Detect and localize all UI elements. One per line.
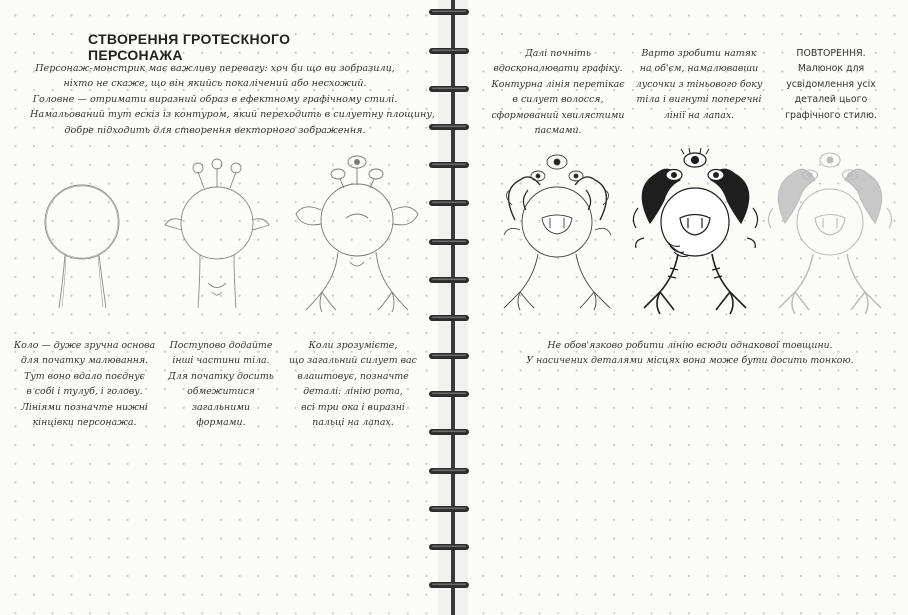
- caption-line: в силует волосся,: [512, 94, 604, 106]
- illustration-step5-ink: [628, 148, 763, 318]
- caption-line: Контурна лінія перетікає: [491, 78, 625, 90]
- caption-line: влаштовує, позначте: [297, 370, 409, 382]
- spiral-ring: [429, 238, 469, 246]
- caption-line: всі три ока і виразні: [301, 401, 405, 413]
- caption-step5: [634, 46, 764, 123]
- caption-line: вдосконалювати графіку.: [493, 63, 623, 75]
- caption-line: пасмами.: [534, 125, 582, 137]
- spiral-ring: [429, 428, 469, 436]
- caption-line: загальними: [191, 401, 251, 413]
- spiral-ring: [429, 467, 469, 475]
- caption-line: Коло — дуже зручна основа: [13, 340, 156, 351]
- page-title: СТВОРЕННЯ ГРОТЕСКНОГО ПЕРСОНАЖА: [88, 31, 291, 63]
- caption-line: Коли зрозумієте,: [308, 340, 398, 351]
- spiral-ring: [429, 352, 469, 360]
- caption-line: кінцівки персонажа.: [32, 417, 137, 429]
- caption-line: Далі почніть: [525, 48, 591, 59]
- caption-line: графічного стилю.: [785, 109, 877, 121]
- sketch-step4-refined: [490, 150, 625, 315]
- intro-text: [30, 61, 435, 138]
- intro-line: добре підходить для створення векторного зображення.: [64, 124, 366, 136]
- caption-line: в собі і тулуб, і голову.: [26, 386, 143, 398]
- caption-line: що загальний силует вас: [289, 355, 417, 367]
- spiral-ring: [429, 543, 469, 551]
- spiral-ring: [429, 581, 469, 589]
- caption-line: Малюнок для: [797, 63, 865, 75]
- illustration-step6-faded: [765, 148, 895, 318]
- spiral-ring: [429, 276, 469, 284]
- caption-step4: [488, 46, 628, 138]
- caption-line: лусочки з тіньового боку: [635, 78, 763, 90]
- caption-line: деталі: лінію рота,: [303, 386, 403, 398]
- spiral-ring: [429, 47, 469, 55]
- caption-line: усвідомлення усіх: [786, 78, 876, 90]
- spiral-ring: [429, 123, 469, 131]
- caption-line: Лініями позначте нижні: [21, 401, 148, 413]
- intro-line: Персонаж-монстрик має важливу перевагу: хоч би що ви зобразили,: [35, 63, 395, 74]
- caption-line: Не обов'язково робити лінію всюди однакової товщини.: [547, 340, 833, 351]
- caption-step2: [160, 338, 282, 430]
- sketch-step3-details: [292, 152, 422, 317]
- caption-step3: [283, 338, 423, 430]
- caption-step1: [12, 338, 157, 430]
- caption-line: формами.: [196, 417, 246, 429]
- sketch-step1-circle: [35, 180, 130, 315]
- spiral-ring: [429, 85, 469, 93]
- caption-line: Варто зробити натяк: [641, 48, 757, 59]
- spiral-ring: [429, 505, 469, 513]
- caption-line: на об'єм, намалювавши: [639, 63, 759, 75]
- caption-line: обмежитися: [187, 386, 255, 398]
- caption-line: Поступово додайте: [169, 340, 273, 351]
- spiral-ring: [429, 314, 469, 322]
- spiral-ring: [429, 161, 469, 169]
- caption-step6: [772, 46, 890, 123]
- intro-line: ніхто не скаже, що він якийсь покалічений або несхожий.: [63, 78, 367, 90]
- caption-line: Тут воно вдало поєднує: [24, 370, 145, 382]
- caption-line: інші частини тіла.: [172, 355, 270, 367]
- spiral-ring: [429, 8, 469, 16]
- caption-bottom: [490, 338, 890, 369]
- caption-line: лінії на лапах.: [663, 109, 735, 121]
- intro-line: Головне — отримати виразний образ в ефектному графічному стилі.: [32, 93, 398, 105]
- spiral-ring: [429, 199, 469, 207]
- caption-line: пальці на лапах.: [312, 417, 394, 429]
- caption-line: сформований хвилястими: [491, 109, 625, 121]
- spiral-ring: [429, 390, 469, 398]
- caption-line: деталей цього: [794, 94, 868, 106]
- caption-line: У насичених деталями місцях вона може бути досить тонкою.: [526, 355, 854, 367]
- intro-line: Намальований тут ескіз із контуром, який переходить в силуетну площину,: [30, 109, 435, 121]
- caption-line: для початку малювання.: [20, 355, 149, 367]
- sketch-step2-shapes: [160, 158, 275, 318]
- caption-line: ПОВТОРЕННЯ.: [796, 48, 866, 59]
- caption-line: Для початку досить: [168, 370, 274, 382]
- caption-line: тіла і вигнуті поперечні: [636, 94, 762, 106]
